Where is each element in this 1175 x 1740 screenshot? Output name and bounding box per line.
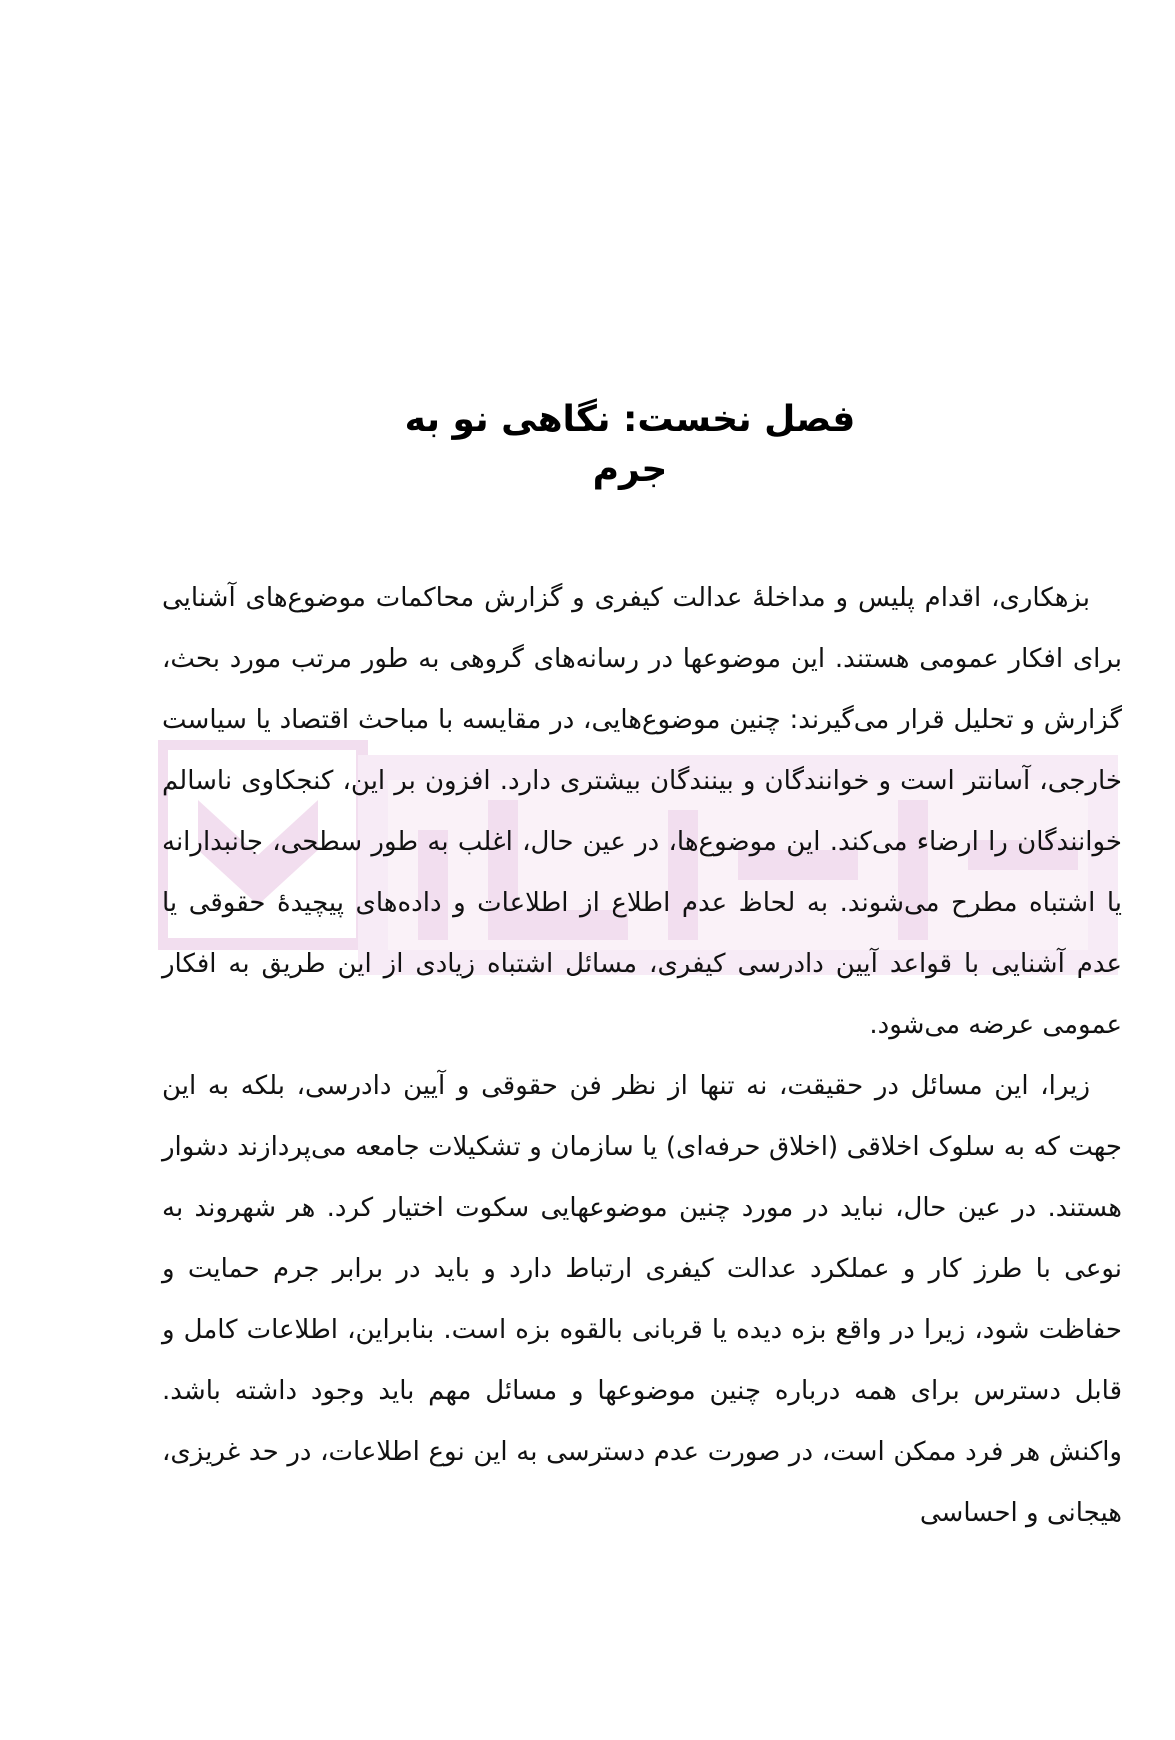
paragraph-1: بزهکاری، اقدام پلیس و مداخلهٔ عدالت کیفری و گزارش محاکمات موضوع‌های آشنایی برای افکار عمومی هستند. این موضوعها در رسانه‌های گروهی به طور مرتب مورد بحث، گزارش و تحلیل قرار می‌گیرند: چنین موضوع‌هایی، در مقایسه با مباحث اقتصاد یا سیاست خارجی، آسانتر است و خوانندگان و بینندگان بیشتری دارد. افزون بر این، کنجکاوی ناسالم خوانندگان را ارضاء می‌کند. این موضوع‌ها، در عین حال، اغلب به طور سطحی، جانبدارانه یا اشتباه مطرح می‌شوند. به لحاظ عدم اطلاع از اطلاعات و داده‌های پیچیدهٔ حقوقی یا عدم آشنایی با قواعد آیین دادرسی کیفری، مسائل اشتباه زیادی از این طریق به افکار عمومی عرضه می‌شود. (162, 583, 1122, 1040)
body-text (162, 568, 1122, 1544)
chapter-title: فصل نخست: نگاهی نو به جرم (404, 399, 856, 490)
paragraph-2: زیرا، این مسائل در حقیقت، نه تنها از نظر فن حقوقی و آیین دادرسی، بلکه به این جهت که به سلوک اخلاقی (اخلاق حرفه‌ای) یا سازمان و تشکیلات جامعه می‌پردازند دشوار هستند. در عین حال، نباید در مورد چنین موضوعهایی سکوت اختیار کرد. هر شهروند به نوعی با طرز کار و عملکرد عدالت کیفری ارتباط دارد و باید در برابر جرم حمایت و حفاظت شود، زیرا در واقع بزه دیده یا قربانی بالقوه بزه است. بنابراین، اطلاعات کامل و قابل دسترس برای همه درباره چنین موضوعها و مسائل مهم باید وجود داشته باشد. واکنش هر فرد ممکن است، در صورت عدم دسترسی به این نوع اطلاعات، در حد غریزی، هیجانی و احساسی (162, 1071, 1122, 1528)
